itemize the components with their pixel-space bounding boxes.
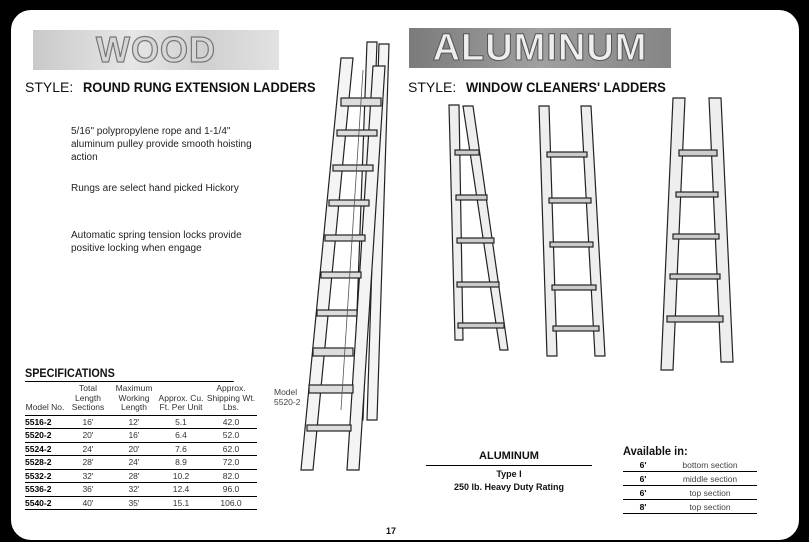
list-item [623, 486, 757, 500]
aluminum-box-title: ALUMINUM [426, 450, 592, 466]
aluminum-ladder-2-image [539, 106, 605, 356]
style-value: WINDOW CLEANERS' LADDERS [466, 79, 666, 95]
table-row [25, 483, 257, 497]
available-title: Available in: [623, 444, 688, 458]
cell-cuft: 12.4 [157, 483, 205, 497]
cell-weight: 42.0 [205, 415, 257, 429]
aluminum-ladder-1-image [449, 105, 508, 350]
cell-model: 5516-2 [25, 415, 65, 429]
aluminum-rating-box [426, 450, 592, 492]
style-label: STYLE: [25, 79, 74, 95]
cell-working: 24' [111, 456, 157, 470]
cell-cuft: 10.2 [157, 469, 205, 483]
list-item [623, 500, 757, 514]
cell-working: 32' [111, 483, 157, 497]
cell-total: 20' [65, 429, 111, 443]
table-row [25, 442, 257, 456]
feature-spring-locks: Automatic spring tension locks provide positive locking when engage [71, 230, 242, 254]
cell-model: 5536-2 [25, 483, 65, 497]
section-size: 6' [639, 473, 647, 484]
aluminum-box-type: Type I [496, 469, 522, 479]
cell-weight: 106.0 [205, 496, 257, 510]
wood-banner: WOOD [33, 30, 279, 70]
spec-grid [25, 382, 257, 510]
cell-total: 28' [65, 456, 111, 470]
available-sections [623, 444, 757, 514]
cell-model: 5520-2 [25, 429, 65, 443]
section-name: middle section [682, 473, 738, 484]
model-caption [274, 387, 300, 407]
style-value: ROUND RUNG EXTENSION LADDERS [83, 79, 316, 95]
table-row [25, 456, 257, 470]
feature-rope-pulley: 5/16" polypropylene rope and 1-1/4" aluminum pulley provide smooth hoisting action [71, 126, 252, 163]
specifications-table [25, 366, 257, 510]
col-max-working: Maximum Working Length [111, 382, 157, 415]
cell-working: 12' [111, 415, 157, 429]
catalog-page [9, 8, 801, 542]
cell-total: 32' [65, 469, 111, 483]
cell-cuft: 7.6 [157, 442, 205, 456]
table-row [25, 429, 257, 443]
cell-weight: 72.0 [205, 456, 257, 470]
cell-total: 24' [65, 442, 111, 456]
table-row [25, 469, 257, 483]
col-cu-ft: Approx. Cu. Ft. Per Unit [157, 382, 205, 415]
cell-total: 36' [65, 483, 111, 497]
cell-cuft: 8.9 [157, 456, 205, 470]
style-label: STYLE: [408, 79, 457, 95]
cell-weight: 62.0 [205, 442, 257, 456]
cell-total: 40' [65, 496, 111, 510]
aluminum-ladder-3-image [661, 98, 733, 370]
cell-weight: 82.0 [205, 469, 257, 483]
model-caption-number: 5520-2 [274, 397, 301, 407]
section-name: top section [689, 487, 731, 498]
section-name: top section [689, 501, 731, 512]
col-model: Model No. [25, 382, 65, 415]
table-row [25, 496, 257, 510]
cell-model: 5532-2 [25, 469, 65, 483]
list-item [623, 458, 757, 472]
cell-total: 16' [65, 415, 111, 429]
section-size: 6' [639, 487, 647, 498]
section-name: bottom section [682, 459, 738, 470]
spec-header-row [25, 382, 257, 415]
cell-working: 16' [111, 429, 157, 443]
cell-cuft: 5.1 [157, 415, 205, 429]
feature-rungs: Rungs are select hand picked Hickory [71, 183, 239, 194]
cell-cuft: 6.4 [157, 429, 205, 443]
cell-weight: 96.0 [205, 483, 257, 497]
aluminum-box-rating: 250 lb. Heavy Duty Rating [453, 482, 565, 492]
col-total-length: Total Length Sections [65, 382, 111, 415]
cell-cuft: 15.1 [157, 496, 205, 510]
cell-model: 5524-2 [25, 442, 65, 456]
cell-weight: 52.0 [205, 429, 257, 443]
specs-title: SPECIFICATIONS [25, 366, 234, 382]
col-shipping-wt: Approx. Shipping Wt. Lbs. [205, 382, 257, 415]
table-row [25, 415, 257, 429]
cell-model: 5540-2 [25, 496, 65, 510]
cell-working: 20' [111, 442, 157, 456]
model-caption-label: Model [274, 387, 298, 397]
section-size: 8' [639, 501, 647, 512]
list-item [623, 472, 757, 486]
cell-model: 5528-2 [25, 456, 65, 470]
page-number: 17 [386, 526, 397, 536]
cell-working: 28' [111, 469, 157, 483]
aluminum-banner: ALUMINUM [409, 28, 671, 68]
section-size: 6' [639, 459, 647, 470]
cell-working: 35' [111, 496, 157, 510]
wood-extension-ladder-image [301, 42, 389, 470]
